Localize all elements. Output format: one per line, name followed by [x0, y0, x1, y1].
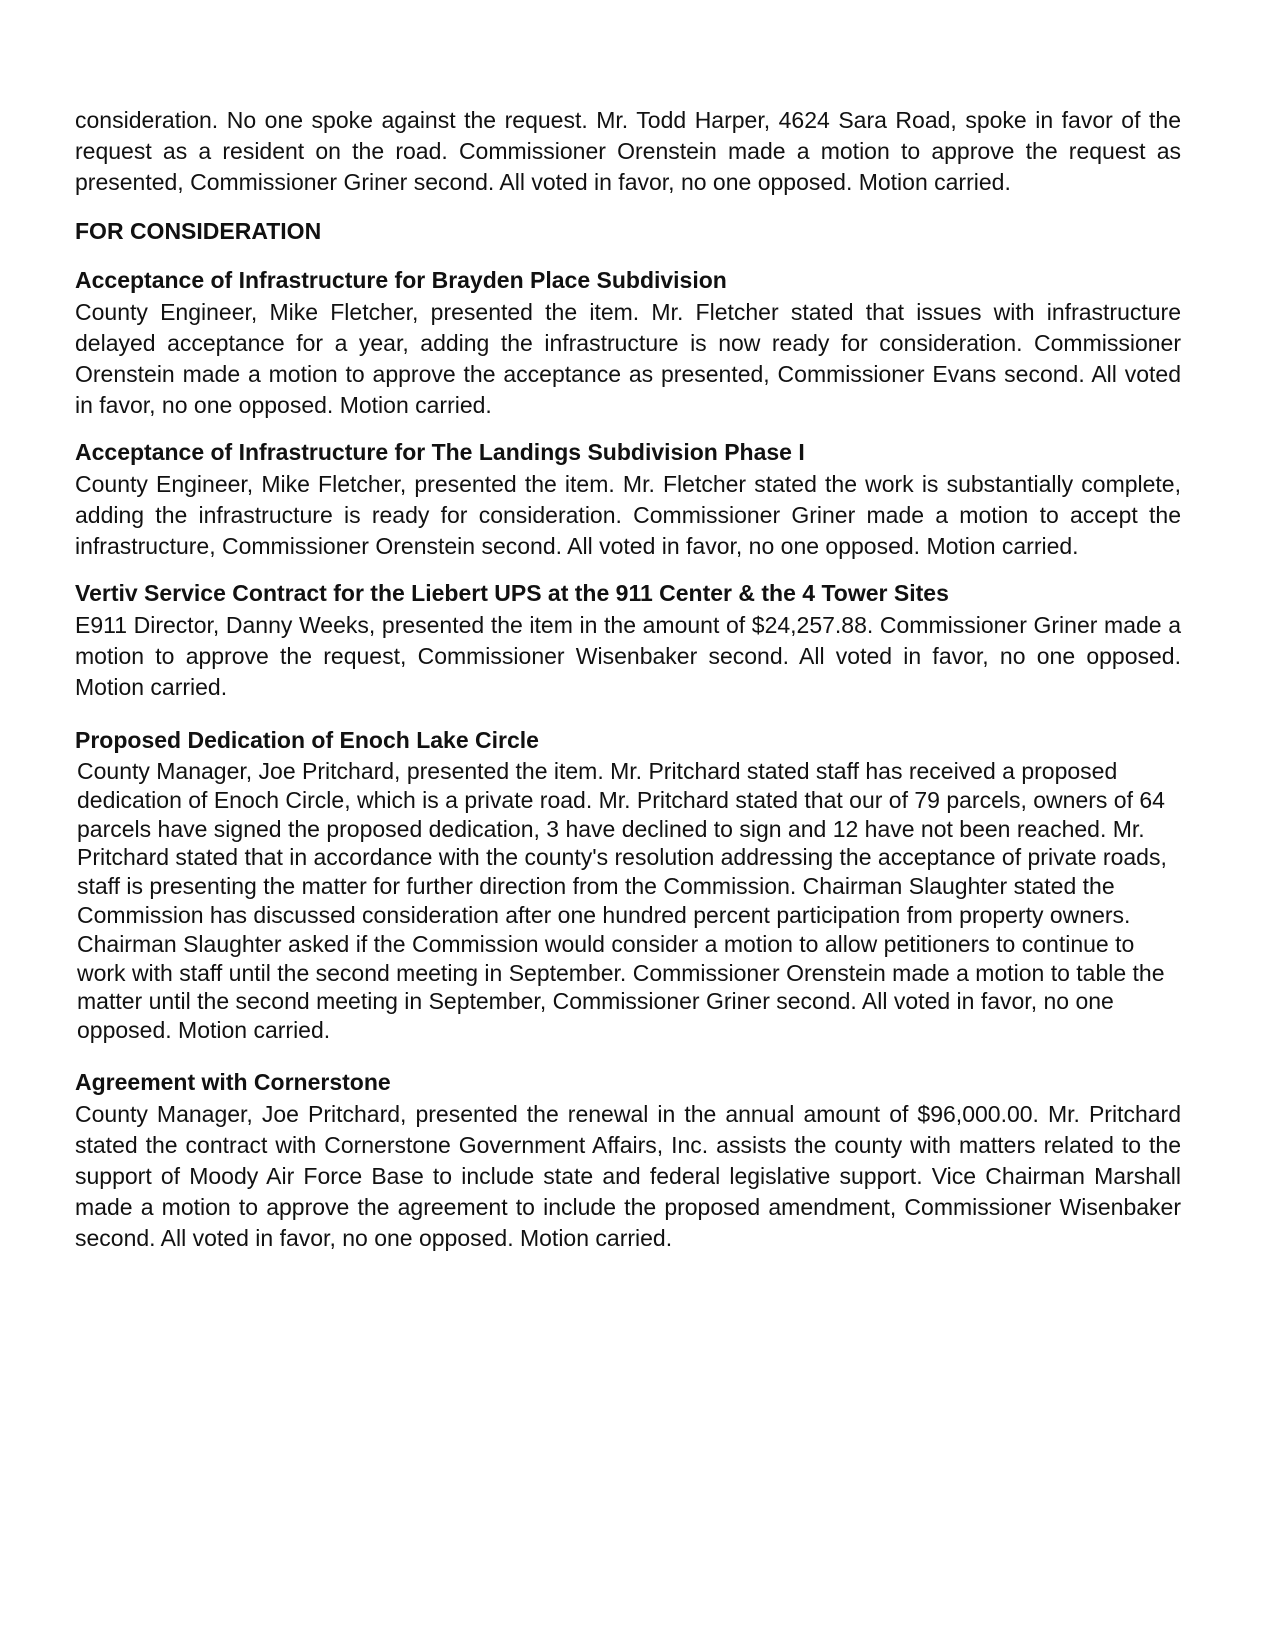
- section-title: FOR CONSIDERATION: [75, 218, 322, 244]
- item-heading: Acceptance of Infrastructure for Brayden Place Subdivision: [75, 267, 727, 293]
- item-heading: Acceptance of Infrastructure for The Landings Subdivision Phase I: [75, 439, 805, 465]
- item-body: County Manager, Joe Pritchard, presented the item. Mr. Pritchard stated staff has received a proposed dedication of Enoch Circle, which is a private road. Mr. Pritchard stated that our of 79 parcels, owners of 64 parcels have signed the proposed dedication, 3 have declined to sign and 12 have not been reached. Mr. Pritchard stated that in accordance with the county's resolution addressing the acceptance of private roads, staff is presenting the matter for further direction from the Commission. Chairman Slaughter stated the Commission has discussed consideration after one hundred percent participation from property owners. Chairman Slaughter asked if the Commission would consider a motion to allow petitioners to continue to work with staff until the second meeting in September. Commissioner Orenstein made a motion to table the matter until the second meeting in September, Commissioner Griner second. All voted in favor, no one opposed. Motion carried.: [77, 758, 1167, 1044]
- item-heading: Vertiv Service Contract for the Liebert UPS at the 911 Center & the 4 Tower Sites: [75, 580, 949, 606]
- agenda-item: [75, 578, 1181, 703]
- agenda-item: [75, 437, 1181, 562]
- agenda-item: [75, 725, 1181, 1045]
- document-page: [75, 105, 1181, 1254]
- item-body: E911 Director, Danny Weeks, presented the item in the amount of $24,257.88. Commissioner Griner made a motion to approve the request, Commissioner Wisenbaker second. All voted in favor, no one opposed. Motion carried.: [75, 612, 1181, 700]
- agenda-item: [75, 265, 1181, 421]
- item-body: County Engineer, Mike Fletcher, presented the item. Mr. Fletcher stated that issues with infrastructure delayed acceptance for a year, adding the infrastructure is now ready for consideration. Commissioner Orenstein made a motion to approve the acceptance as presented, Commissioner Evans second. All voted in favor, no one opposed. Motion carried.: [75, 299, 1181, 418]
- item-body: County Engineer, Mike Fletcher, presented the item. Mr. Fletcher stated the work is substantially complete, adding the infrastructure is ready for consideration. Commissioner Griner made a motion to accept the infrastructure, Commissioner Orenstein second. All voted in favor, no one opposed. Motion carried.: [75, 471, 1181, 559]
- item-heading: Agreement with Cornerstone: [75, 1068, 391, 1095]
- intro-paragraph: consideration. No one spoke against the request. Mr. Todd Harper, 4624 Sara Road, spoke in favor of the request as a resident on the road. Commissioner Orenstein made a motion to approve the request as presented, Commissioner Griner second. All voted in favor, no one opposed. Motion carried.: [75, 107, 1181, 195]
- agenda-item: [75, 1067, 1181, 1254]
- item-body: County Manager, Joe Pritchard, presented the renewal in the annual amount of $96,000.00. Mr. Pritchard stated the contract with Cornerstone Government Affairs, Inc. assists the county with matters related to the support of Moody Air Force Base to include state and federal legislative support. Vice Chairman Marshall made a motion to approve the agreement to include the proposed amendment, Commissioner Wisenbaker second. All voted in favor, no one opposed. Motion carried.: [75, 1100, 1181, 1251]
- item-heading: Proposed Dedication of Enoch Lake Circle: [75, 727, 539, 753]
